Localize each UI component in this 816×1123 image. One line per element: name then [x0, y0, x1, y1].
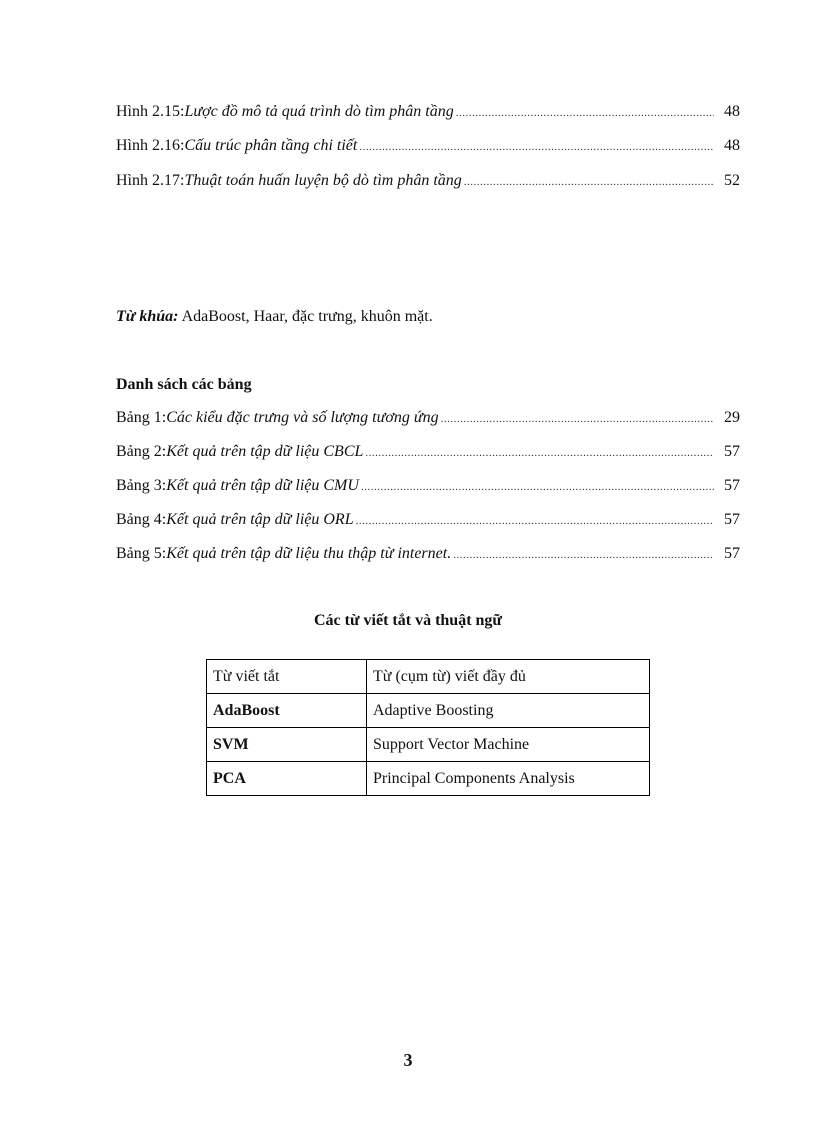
keywords-value: AdaBoost, Haar, đặc trưng, khuôn mặt.	[178, 308, 433, 325]
entry-prefix: Bảng 3:	[116, 477, 167, 494]
dot-leader	[365, 443, 714, 463]
header-cell: Từ (cụm từ) viết đầy đủ	[367, 660, 650, 694]
entry-title: Kết quả trên tập dữ liệu CBCL	[166, 443, 364, 460]
entry-page: 57	[724, 477, 740, 494]
entry-page: 29	[724, 409, 740, 426]
table-row	[207, 694, 650, 728]
entry-prefix: Hình 2.15:	[116, 103, 185, 120]
dot-leader	[356, 511, 714, 531]
table-row	[207, 762, 650, 796]
figure-entry[interactable]	[116, 136, 740, 157]
entry-page: 48	[724, 103, 740, 120]
header-cell: Từ viết tắt	[207, 660, 367, 694]
abbreviations-heading: Các từ viết tắt và thuật ngữ	[313, 612, 503, 629]
dot-leader	[453, 545, 714, 565]
keywords-line	[116, 307, 433, 327]
entry-page: 57	[724, 511, 740, 528]
table-row	[207, 728, 650, 762]
entry-title: Thuật toán huấn luyện bộ dò tìm phân tầng	[184, 172, 462, 189]
full-term-cell: Principal Components Analysis	[367, 762, 650, 796]
table-entry[interactable]	[116, 442, 740, 463]
entry-page: 52	[724, 172, 740, 189]
entry-title: Kết quả trên tập dữ liệu CMU	[166, 477, 359, 494]
figure-entry[interactable]	[116, 102, 740, 123]
dot-leader	[441, 409, 714, 429]
entry-title: Các kiểu đặc trưng và số lượng tương ứng	[166, 409, 439, 426]
entry-title: Cấu trúc phân tầng chi tiết	[184, 137, 358, 154]
full-term-cell: Support Vector Machine	[367, 728, 650, 762]
table-entry[interactable]	[116, 408, 740, 429]
figure-entry[interactable]	[116, 171, 740, 192]
abbr-cell: SVM	[207, 728, 367, 762]
abbreviations-table	[206, 659, 650, 796]
entry-prefix: Hình 2.16:	[116, 137, 185, 154]
entry-page: 48	[724, 137, 740, 154]
tables-heading: Danh sách các bảng	[116, 376, 252, 393]
entry-title: Kết quả trên tập dữ liệu thu thập từ internet.	[166, 545, 452, 562]
keywords-label: Từ khúa:	[116, 308, 179, 325]
table-entry[interactable]	[116, 476, 740, 497]
entry-page: 57	[724, 443, 740, 460]
dot-leader	[359, 137, 714, 157]
dot-leader	[361, 477, 714, 497]
entry-prefix: Bảng 1:	[116, 409, 167, 426]
abbr-cell: PCA	[207, 762, 367, 796]
dot-leader	[464, 172, 714, 192]
full-term-cell: Adaptive Boosting	[367, 694, 650, 728]
entry-prefix: Hình 2.17:	[116, 172, 185, 189]
table-entry[interactable]	[116, 510, 740, 531]
entry-title: Lược đồ mô tả quá trình dò tìm phân tầng	[184, 103, 454, 120]
dot-leader	[456, 103, 714, 123]
page-number: 3	[403, 1050, 413, 1070]
abbr-cell: AdaBoost	[207, 694, 367, 728]
entry-prefix: Bảng 5:	[116, 545, 167, 562]
entry-title: Kết quả trên tập dữ liệu ORL	[166, 511, 354, 528]
table-header-row	[207, 660, 650, 694]
table-entry[interactable]	[116, 544, 740, 565]
entry-prefix: Bảng 2:	[116, 443, 167, 460]
entry-prefix: Bảng 4:	[116, 511, 167, 528]
entry-page: 57	[724, 545, 740, 562]
